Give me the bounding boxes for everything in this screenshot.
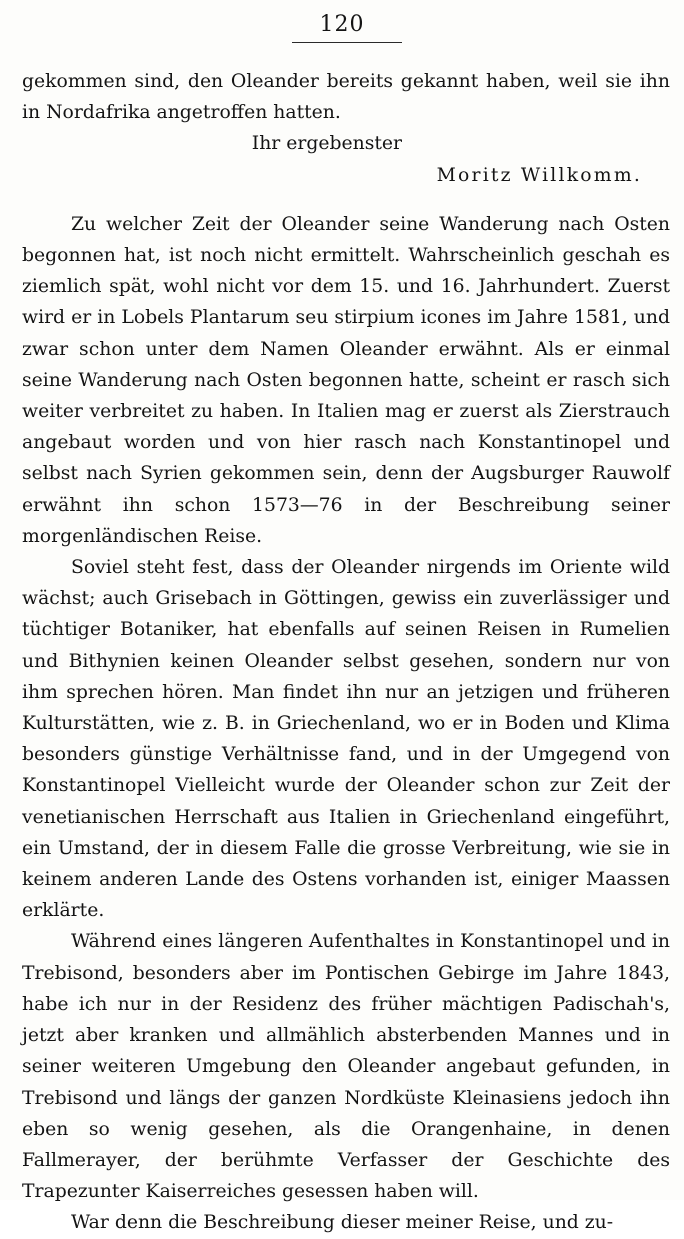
page-number: 120 [319,12,365,37]
header-rule [292,42,402,43]
paragraph-continuation: War denn die Beschreibung dieser meiner Reise, und zu- [71,1212,614,1234]
body-text [22,66,670,1239]
paragraph-trebisond-journey: Während eines längeren Aufenthaltes in Konstantinopel und in Trebisond, besonders aber im Pontischen Gebirge im Jahre 1843, habe ich nur in der Residenz des früher mächtigen Padischah's, jetzt aber kranken und allmählich absterbenden Mannes und in seiner weiteren Umgebung den Oleander angebaut gefunden, in Trebisond und längs der ganzen Nordküste Kleinasiens jedoch ihn eben so wenig gesehen, als die Orangenhaine, in denen Fallmerayer, der berühmte Verfasser der Geschichte des Trapezunter Kaiserreiches gesessen haben will. [22,931,670,1203]
paragraph-not-wild-in-orient: Soviel steht fest, dass der Oleander nirgends im Oriente wild wächst; auch Grisebach in Göttingen, gewiss ein zuverlässiger und tüchtiger Botaniker, hat ebenfalls auf seinen Reisen in Rumelien und Bithynien keinen Oleander selbst gesehen, sondern nur von ihm sprechen hören. Man findet ihn nur an jetzigen und früheren Kulturstätten, wie z. B. in Griechenland, wo er in Boden und Klima besonders günstige Verhältnisse fand, und in der Umgegend von Konstantinopel Vielleicht wurde der Oleander schon zur Zeit der venetianischen Herrschaft aus Italien in Griechenland eingeführt, ein Umstand, der in diesem Falle die grosse Verbreitung, wie sie in keinem anderen Lande des Ostens vorhanden ist, einiger Maassen erklärte. [22,557,670,922]
letter-ending: gekommen sind, den Oleander bereits gekannt haben, weil sie ihn in Nordafrika angetroffen hatten. [22,71,670,124]
letter-signature: Moritz Willkomm. [436,164,642,186]
letter-closing: Ihr ergebenster [251,133,402,155]
paragraph-oleander-migration: Zu welcher Zeit der Oleander seine Wanderung nach Osten begonnen hat, ist noch nicht ermittelt. Wahrscheinlich geschah es ziemlich spät, wohl nicht vor dem 15. und 16. Jahrhundert. Zuerst wird er in Lobels Plantarum seu stirpium icones im Jahre 1581, und zwar schon unter dem Namen Oleander erwähnt. Als er einmal seine Wanderung nach Osten begonnen hatte, scheint er rasch sich weiter verbreitet zu haben. In Italien mag er zuerst als Zierstrauch angebaut worden und von hier rasch nach Konstantinopel und selbst nach Syrien gekommen sein, denn der Augsburger Rauwolf erwähnt ihn schon 1573—76 in der Beschreibung seiner morgenländischen Reise. [22,213,670,547]
